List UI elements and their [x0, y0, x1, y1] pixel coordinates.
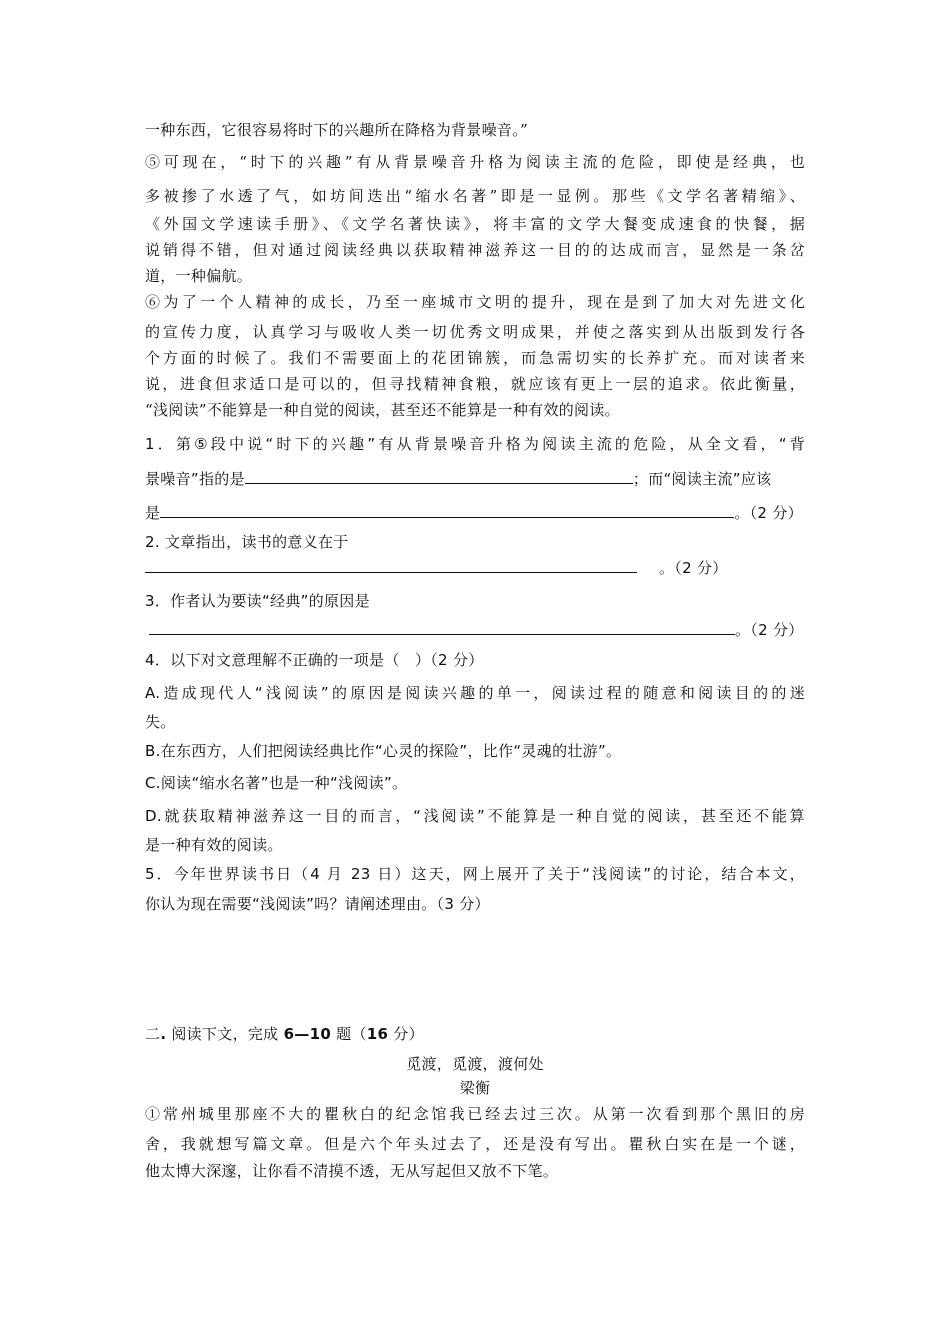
article-author: 梁衡 [459, 1079, 491, 1097]
section-2-dot: . [160, 1025, 167, 1043]
answer-blank-3[interactable] [149, 620, 735, 635]
question-1-line-2 [145, 469, 805, 489]
question-4-option-a-cont: 失。 [145, 713, 176, 731]
question-3-line-1: 3．作者认为要读“经典”的原因是 [145, 592, 370, 610]
section-2-number: 二 [145, 1025, 161, 1043]
question-2-line-2 [145, 558, 805, 578]
article-p1-line-2: 舍，我就想写篇文章。但是六个年头过去了，还是没有写出。瞿秋白实在是一个谜， [145, 1135, 805, 1153]
question-1-line-3 [145, 503, 805, 523]
question-4-option-d-cont: 是一种有效的阅读。 [145, 836, 283, 854]
question-5-line-2: 你认为现在需要“浅阅读”吗？请阐述理由。（3 分） [145, 895, 490, 913]
passage-p6-line-5: “浅阅读”不能算是一种自觉的阅读，甚至还不能算是一种有效的阅读。 [145, 401, 620, 419]
question-3-line-2 [145, 620, 805, 640]
section-2-score: 16 [366, 1025, 389, 1043]
section-2-heading [145, 1024, 805, 1044]
question-3-score: 。（2 分） [735, 621, 804, 639]
question-1-score: 。（2 分） [734, 504, 803, 522]
answer-blank-1a[interactable] [245, 469, 633, 484]
answer-blank-2[interactable] [145, 558, 637, 573]
article-p1-line-1: ①常州城里那座不大的瞿秋白的纪念馆我已经去过三次。从第一次看到那个黑旧的房 [145, 1105, 805, 1123]
passage-p5-line-4: 说销得不错，但对通过阅读经典以获取精神滋养这一目的的达成而言，显然是一条岔 [145, 241, 805, 259]
passage-p5-line-3: 《外国文学速读手册》、《文学名著快读》，将丰富的文学大餐变成速食的快餐，据 [145, 215, 805, 233]
passage-p6-line-3: 个方面的时候了。我们不需要面上的花团锦簇，而急需切实的长养扩充。而对读者来 [145, 349, 805, 367]
passage-p6-line-2: 的宣传力度，认真学习与吸收人类一切优秀文明成果，并使之落实到从出版到发行各 [145, 323, 805, 341]
passage-p6-line-4: 说，进食但求适口是可以的，但寻找精神食粮，就应该有更上一层的追求。依此衡量， [145, 375, 805, 393]
passage-p5-line-5: 道，一种偏航。 [145, 267, 253, 285]
passage-p6-line-1: ⑥为了一个人精神的成长，乃至一座城市文明的提升，现在是到了加大对先进文化 [145, 293, 805, 311]
article-p1-line-3: 他太博大深邃，让你看不清摸不透，无从写起但又放不下笔。 [145, 1162, 559, 1180]
section-2-instruction: 阅读下文，完成 [166, 1025, 284, 1043]
question-1-line-1: 1．第⑤段中说“时下的兴趣”有从背景噪音升格为阅读主流的危险，从全文看，“背 [145, 435, 805, 453]
question-2-line-1: 2. 文章指出，读书的意义在于 [145, 533, 349, 551]
passage-p5-line-2: 多被掺了水透了气，如坊间迭出“缩水名著”即是一显例。那些《文学名著精缩》、 [145, 187, 805, 205]
passage-p5-line-1: ⑤可现在，“时下的兴趣”有从背景噪音升格为阅读主流的危险，即使是经典，也 [145, 153, 805, 171]
section-2-question-range: 6—10 [283, 1025, 332, 1043]
question-1-prompt-b: ；而“阅读主流”应该 [632, 470, 772, 488]
question-5-line-1: 5．今年世界读书日（4 月 23 日）这天，网上展开了关于“浅阅读”的讨论，结合本文， [145, 865, 805, 883]
section-2-instruction-c: 分） [388, 1025, 424, 1043]
section-2-instruction-b: 题（ [331, 1025, 367, 1043]
question-4-option-d[interactable]: D.就获取精神滋养这一目的而言，“浅阅读”不能算是一种自觉的阅读，甚至还不能算 [145, 807, 805, 825]
question-4-stem: 4．以下对文意理解不正确的一项是（ ）（2 分） [145, 651, 484, 669]
answer-blank-1b[interactable] [160, 503, 734, 518]
passage-p4-end: 一种东西，它很容易将时下的兴趣所在降格为背景噪音。” [145, 121, 528, 139]
question-4-option-c[interactable]: C.阅读“缩水名著”也是一种“浅阅读”。 [145, 774, 408, 792]
question-1-prompt-c: 是 [145, 504, 161, 522]
question-4-option-a[interactable]: A.造成现代人“浅阅读”的原因是阅读兴趣的单一，阅读过程的随意和阅读目的的迷 [145, 684, 805, 702]
question-4-option-b[interactable]: B.在东西方，人们把阅读经典比作“心灵的探险”，比作“灵魂的壮游”。 [145, 742, 622, 760]
question-1-prompt-a: 景噪音”指的是 [145, 470, 245, 488]
article-title: 觅渡，觅渡，渡何处 [406, 1055, 544, 1073]
question-2-score: 。（2 分） [659, 559, 728, 577]
